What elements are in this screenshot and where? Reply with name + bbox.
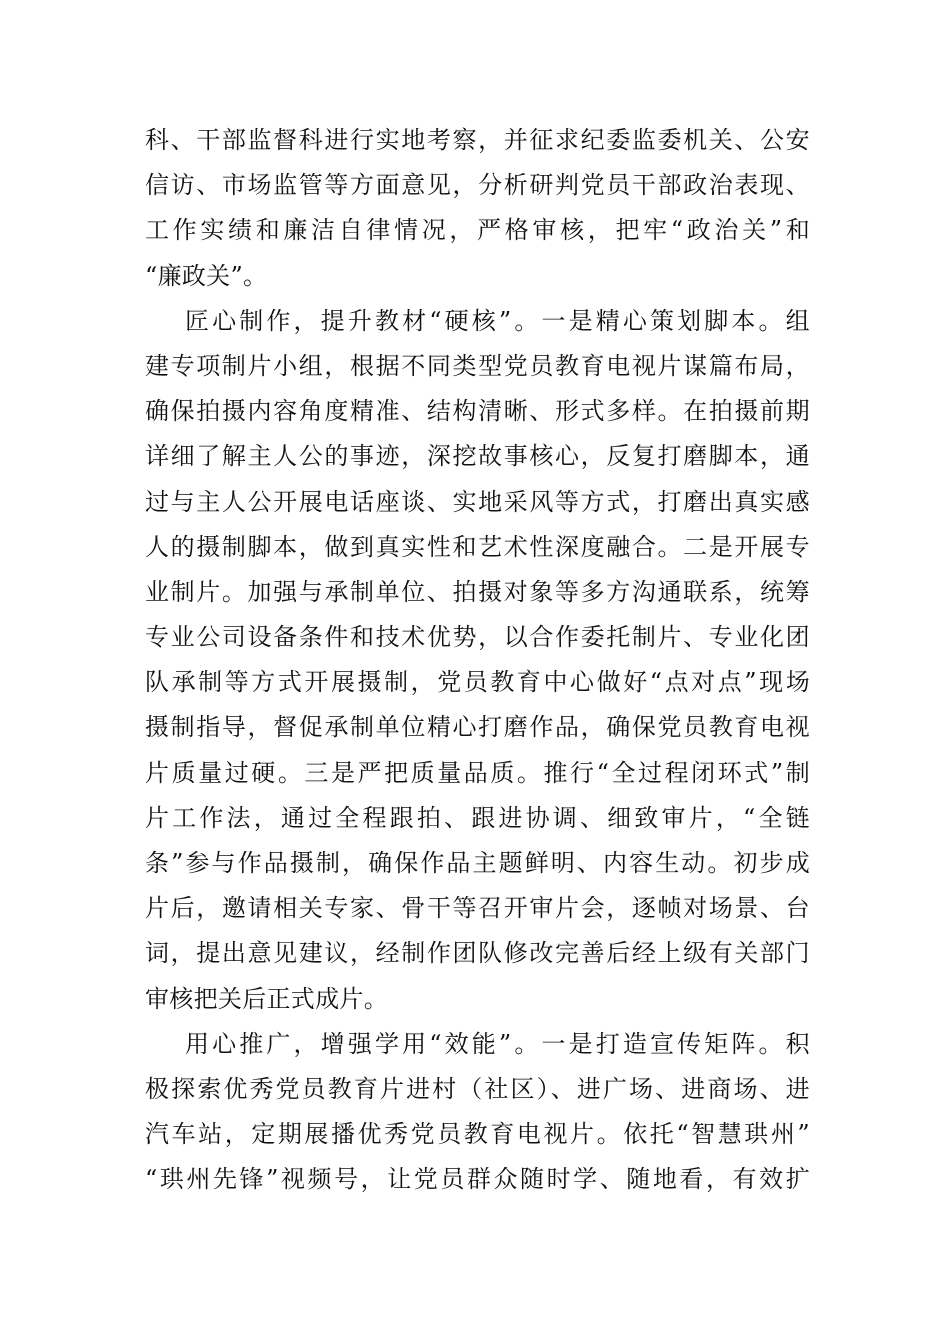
text-line: 详细了解主人公的事迹，深挖故事核心，反复打磨脚本，通 bbox=[145, 442, 810, 471]
body-text bbox=[145, 118, 810, 1203]
text-line: 极探索优秀党员教育片进村（社区）、进广场、进商场、进 bbox=[145, 1074, 810, 1103]
text-line: 信访、市场监管等方面意见，分析研判党员干部政治表现、 bbox=[145, 171, 810, 200]
text-line: 汽车站，定期展播优秀党员教育电视片。依托“智慧珙州” bbox=[145, 1120, 810, 1149]
text-line: 队承制等方式开展摄制，党员教育中心做好“点对点”现场 bbox=[145, 668, 810, 697]
text-line: 片后，邀请相关专家、骨干等召开审片会，逐帧对场景、台 bbox=[145, 894, 810, 923]
text-line: 业制片。加强与承制单位、拍摄对象等多方沟通联系，统筹 bbox=[145, 577, 810, 606]
text-line: 摄制指导，督促承制单位精心打磨作品，确保党员教育电视 bbox=[145, 713, 810, 742]
text-line: 片工作法，通过全程跟拍、跟进协调、细致审片，“全链 bbox=[145, 803, 810, 832]
text-line: 确保拍摄内容角度精准、结构清晰、形式多样。在拍摄前期 bbox=[145, 397, 810, 426]
text-line: 词，提出意见建议，经制作团队修改完善后经上级有关部门 bbox=[145, 939, 810, 968]
text-line: 专业公司设备条件和技术优势，以合作委托制片、专业化团 bbox=[145, 623, 810, 652]
text-line: 人的摄制脚本，做到真实性和艺术性深度融合。二是开展专 bbox=[145, 532, 810, 561]
text-line: 过与主人公开展电话座谈、实地采风等方式，打磨出真实感 bbox=[145, 487, 810, 516]
paragraph-first-line: 匠心制作，提升教材“硬核”。一是精心策划脚本。组 bbox=[185, 306, 810, 335]
text-line: 科、干部监督科进行实地考察，并征求纪委监委机关、公安 bbox=[145, 126, 810, 154]
text-line: “廉政关”。 bbox=[145, 261, 268, 290]
text-line: “珙州先锋”视频号，让党员群众随时学、随地看，有效扩 bbox=[145, 1165, 810, 1194]
text-line: 工作实绩和廉洁自律情况，严格审核，把牢“政治关”和 bbox=[145, 216, 810, 245]
text-line: 审核把关后正式成片。 bbox=[145, 984, 388, 1013]
text-line: 片质量过硬。三是严把质量品质。推行“全过程闭环式”制 bbox=[145, 758, 810, 787]
text-line: 建专项制片小组，根据不同类型党员教育电视片谋篇布局， bbox=[145, 351, 810, 380]
text-line: 条”参与作品摄制，确保作品主题鲜明、内容生动。初步成 bbox=[145, 849, 810, 877]
paragraph-first-line: 用心推广，增强学用“效能”。一是打造宣传矩阵。积 bbox=[185, 1029, 810, 1058]
